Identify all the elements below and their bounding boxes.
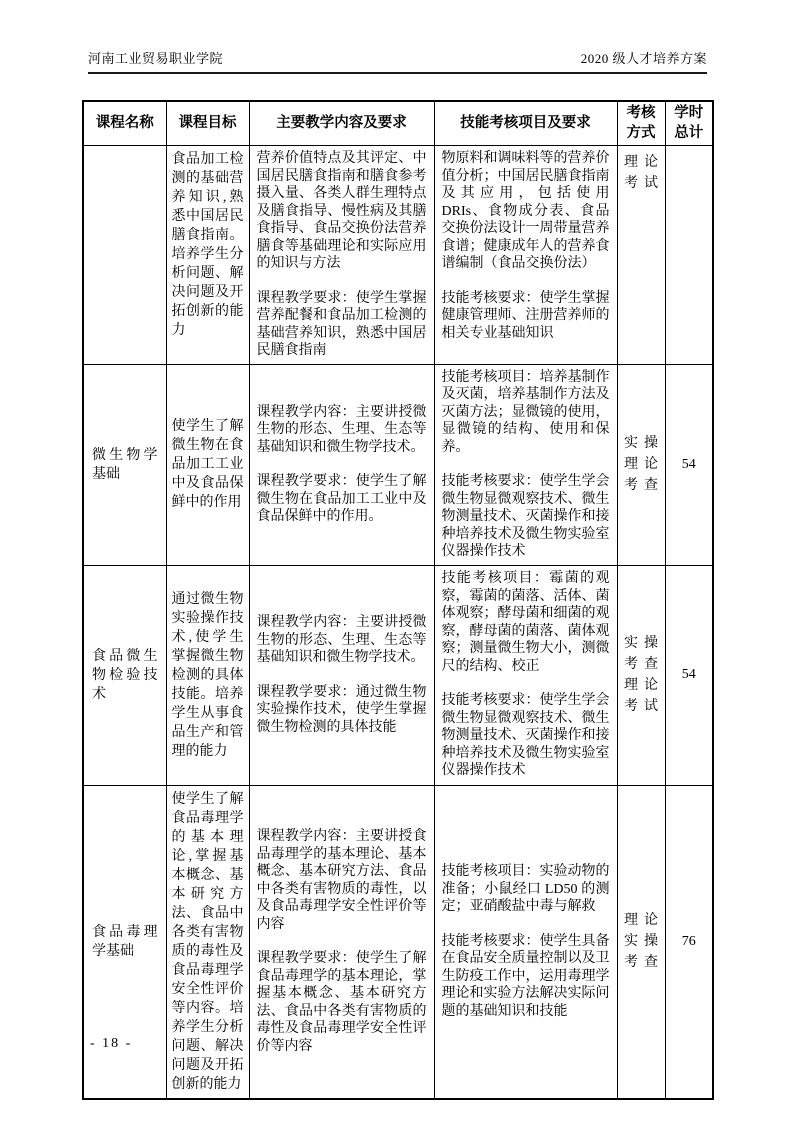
paragraph: 课程教学内容：主要讲授微生物的形态、生理、生态等基础知识和微生物学技术。: [256, 615, 427, 666]
assessment-method-cell: 理论 实操 考查: [617, 785, 665, 1099]
page-number: - 18 -: [90, 1036, 133, 1051]
table-row: [83, 565, 713, 785]
objective-cell: 食品加工检测的基础营养知识,熟悉中国居民膳食指南。培养学生分析问题、解决问题及开拓创新的能力: [166, 146, 249, 365]
assessment-method-cell: 实操 理论 考查: [617, 364, 665, 565]
total-hours-cell: 54: [665, 565, 713, 785]
paragraph: 技能考核要求：使学生具备在食品安全质量控制以及卫生防疫工作中，运用毒理学理论和实验方法解决实际问题的基础知识和技能: [441, 933, 610, 1019]
objective-cell: 使学生了解微生物在食品加工工业中及食品保鲜中的作用: [166, 364, 249, 565]
table-row: [83, 785, 713, 1099]
table-header-row: [83, 101, 713, 146]
paragraph: 技能考核要求：使学生掌握健康管理师、注册营养师的相关专业基础知识: [441, 290, 610, 341]
paragraph: 课程教学要求：使学生了解食品毒理学的基本理论，掌握基本概念、基本研究方法、食品中各类有害物质的毒性及食品毒理学安全性评价等内容: [256, 951, 427, 1054]
header-hours: 学时 总计: [665, 101, 713, 146]
paragraph: 物原料和调味料等的营养价值分析；中国居民膳食指南及其应用，包括使用 DRIs、食物成分表、食品交换份法设计一周带量营养食谱；健康成年人的营养食谱编制（食品交换份法）: [441, 151, 610, 272]
paragraph: 课程教学内容：主要讲授食品毒理学的基本理论、基本概念、基本研究方法、食品中各类有害物质的毒性，以及食品毒理学安全性评价等内容: [256, 829, 427, 932]
header-method: 考核 方式: [617, 101, 665, 146]
program-title: 2020 级人才培养方案: [580, 51, 707, 66]
header-content: 主要教学内容及要求: [249, 101, 434, 146]
paragraph: 技能考核要求：使学生学会微生物显微观察技术、微生物测量技术、灭菌操作和接种培养技术及微生物实验室仪器操作技术: [441, 474, 610, 560]
paragraph: 技能考核项目：实验动物的准备；小鼠经口 LD50 的测定；亚硝酸盐中毒与解救: [441, 864, 610, 915]
objective-cell: 通过微生物实验操作技术,使学生掌握微生物检测的具体技能。培养学生从事食品生产和管理的能力: [166, 565, 249, 785]
total-hours-cell: 76: [665, 785, 713, 1099]
course-name-cell: 微生物学基础: [83, 364, 166, 565]
assessment-method-cell: 理论 考试: [617, 146, 665, 365]
header-objective: 课程目标: [166, 101, 249, 146]
objective-cell: 使学生了解食品毒理学的基本理论,掌握基本概念、基本研究方法、食品中各类有害物质的毒性及食品毒理学安全性评价等内容。培养学生分析问题、解决问题及开拓创新的能力: [166, 785, 249, 1099]
paragraph: 技能考核项目：培养基制作及灭菌，培养基制作方法及灭菌方法；显微镜的使用，显微镜的结构、使用和保养。: [441, 369, 610, 455]
assessment-cell: [434, 785, 617, 1099]
paragraph: 课程教学要求：通过微生物实验操作技术，使学生掌握微生物检测的具体技能: [256, 684, 427, 735]
assessment-cell: [434, 146, 617, 365]
school-name: 河南工业贸易职业学院: [88, 51, 224, 66]
teaching-content-cell: [249, 364, 434, 565]
table-row: [83, 146, 713, 365]
assessment-method-cell: 实操 考查 理论 考试: [617, 565, 665, 785]
course-name-cell: [83, 146, 166, 365]
paragraph: 技能考核要求：使学生学会微生物显微观察技术、微生物测量技术、灭菌操作和接种培养技术及微生物实验室仪器操作技术: [441, 693, 610, 779]
course-name-cell: 食品微生物检验技术: [83, 565, 166, 785]
assessment-cell: [434, 364, 617, 565]
header-assessment: 技能考核项目及要求: [434, 101, 617, 146]
teaching-content-cell: [249, 785, 434, 1099]
teaching-content-cell: [249, 146, 434, 365]
total-hours-cell: 54: [665, 364, 713, 565]
table-row: [83, 364, 713, 565]
course-name-cell: 食品毒理学基础: [83, 785, 166, 1099]
paragraph: 课程教学要求：使学生了解微生物在食品加工工业中及食品保鲜中的作用。: [256, 474, 427, 525]
running-header: [88, 48, 707, 74]
assessment-cell: [434, 565, 617, 785]
paragraph: 技能考核项目：霉菌的观察，霉菌的菌落、活体、菌体观察；酵母菌和细菌的观察，酵母菌的菌落、菌体观察；测量微生物大小，测微尺的结构、校正: [441, 571, 610, 674]
teaching-content-cell: [249, 565, 434, 785]
total-hours-cell: [665, 146, 713, 365]
course-table: [82, 100, 714, 1100]
paragraph: 营养价值特点及其评定、中国居民膳食指南和膳食参考摄入量、各类人群生理特点及膳食指导、慢性病及其膳食指导、食品交换份法营养膳食等基础理论和实际应用的知识与方法: [256, 151, 427, 272]
paragraph: 课程教学要求：使学生掌握营养配餐和食品加工检测的基础营养知识，熟悉中国居民膳食指南: [256, 290, 427, 359]
header-course-name: 课程名称: [83, 101, 166, 146]
paragraph: 课程教学内容：主要讲授微生物的形态、生理、生态等基础知识和微生物学技术。: [256, 404, 427, 455]
